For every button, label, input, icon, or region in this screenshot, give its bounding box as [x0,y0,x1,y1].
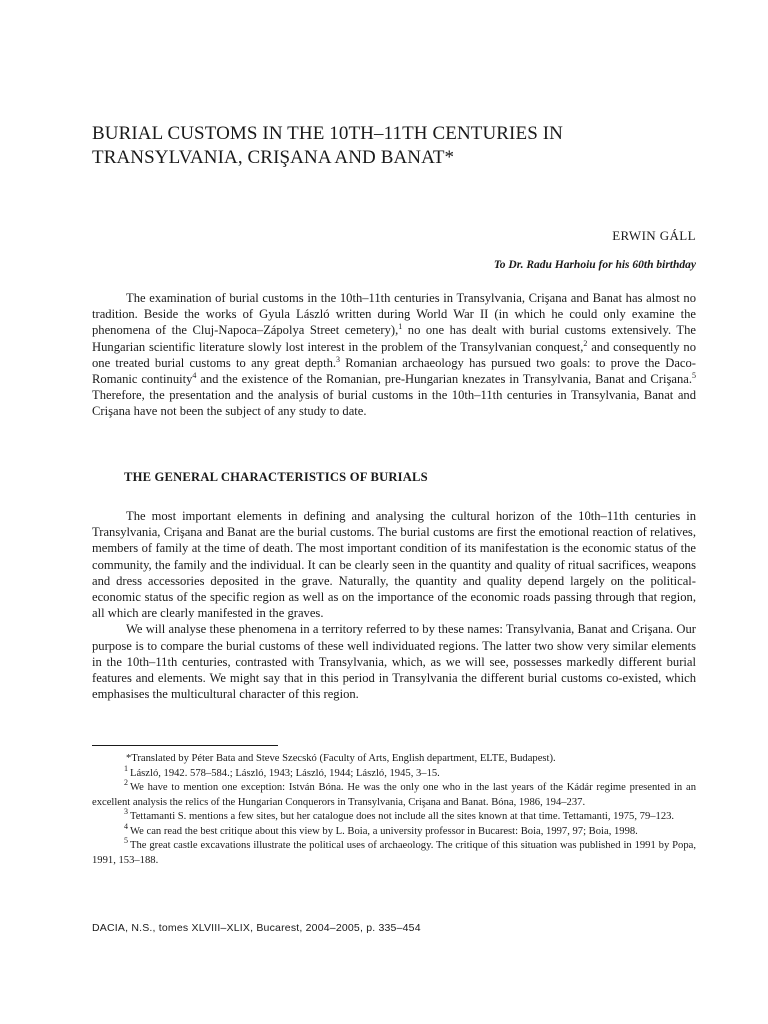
intro-text-c: and consequently no one treated burial customs to any great depth. [92,339,697,370]
dedication: To Dr. Radu Harhoiu for his 60th birthday [493,259,696,271]
footnote-item [92,763,696,782]
footnote-mark: 2 [124,778,128,788]
footnote-text: *Translated by Péter Bata and Steve Szecskó (Faculty of Arts, English department, ELTE, Budapest). [126,753,556,764]
section-paragraph-1: The most important elements in defining and analysing the cultural horizon of the 10th–11th centuries in Transylvania, Crişana and Banat are the burial customs. The burial customs are first the emotional reaction of relatives, members of family at the time of death. The most important condition of its manifestation is the economic status of the community, the family and the individual. It can be clearly seen in the quantity and quality of ritual sacrifices, weapons and dress accessories deposited in the grave. Naturally, the quantity and quality depend largely on the political-economic status of the specific region as well as on the importance of the economic roads passing through that region, all which are clearly manifested in the graves. [92,509,696,621]
footnote-mark: 1 [124,763,128,773]
footnote-item [92,752,696,767]
footnote-ref-2: 2 [583,338,588,348]
section-paragraph-2: We will analyse these phenomena in a territory referred to by these names: Transylvania, Banat and Crişana. Our purpose is to compare the burial customs of these well individuated regions. The latter two show very similar elements in the 10th–11th centuries, contrasted with Transylvania, which, as we will see, possesses markedly different burial features and elements. We might say that in this period in Transylvania the different burial customs co-existed, which emphasises the multicultural character of this region. [92,622,696,702]
footnote-ref-4: 4 [192,370,197,380]
intro-text-f: Therefore, the presentation and the analysis of burial customs in the 10th–11th centuries in Transylvania, Banat and Crişana have not been the subject of any study to date. [92,388,696,419]
footnote-text: The great castle excavations illustrate the political uses of archaeology. The critique of this situation was published in 1991 by Popa, 1991, 153–188. [92,840,696,866]
footnote-ref-3: 3 [336,354,341,364]
footnote-mark: 3 [124,807,128,817]
author-name: ERWIN GÁLL [612,228,696,243]
footnote-ref-5: 5 [692,370,696,380]
intro-text-e: and the existence of the Romanian, pre-Hungarian knezates in Transylvania, Banat and Crişana. [196,372,692,387]
footnote-item [92,807,696,825]
intro-text-a: The examination of burial customs in the 10th–11th centuries in Transylvania, Crişana and Banat has almost no tradition. Beside the works of Gyula László written during World War II (in which he could only examine the phenomena of the Cluj-Napoca–Zápolya Street cemetery), [92,291,696,338]
footnote-item [92,821,696,840]
footnote-text: We have to mention one exception: István Bóna. He was the only one who in the last years of the Kádár regime presented in an excellent analysis the relics of the Hungarian Conquerors in Transylvania, Crişana and Banat. Bóna, 1986, 194–237. [92,782,696,808]
intro-paragraph [92,290,696,420]
footnote-text: László, 1942. 578–584.; László, 1943; László, 1944; László, 1945, 3–15. [130,767,440,779]
footnotes [92,752,696,868]
article-title [92,122,682,170]
article-title-line-2: TRANSYLVANIA, CRIŞANA AND BANAT* [92,147,455,168]
footnote-mark: 4 [124,821,128,831]
footnote-mark: 5 [124,836,128,846]
footnote-text: Tettamanti S. mentions a few sites, but her catalogue does not include all the sites known at that time. Tettamanti, 1975, 79–123. [130,811,675,822]
article-title-line-1: BURIAL CUSTOMS IN THE 10TH–11TH CENTURIES IN [92,123,563,144]
section-body [92,508,696,702]
intro-text-b: no one has dealt with burial customs extensively. The Hungarian scientific literature slowly lost interest in the problem of the Transylvanian conquest, [92,323,696,354]
intro-text-d: Romanian archaeology has pursued two goals: to prove the Daco-Romanic continuity [92,355,696,387]
footnote-item [92,778,696,810]
footnote-ref-1: 1 [398,322,403,332]
introduction [92,290,696,420]
journal-citation: DACIA, N.S., tomes XLVIII–XLIX, Bucarest, 2004–2005, p. 335–454 [92,922,421,934]
footnote-text: We can read the best critique about this view by L. Boia, a university professor in Bucarest: Boia, 1997, 97; Boia, 1998. [130,825,638,837]
section-heading: THE GENERAL CHARACTERISTICS OF BURIALS [124,470,428,484]
footnote-item [92,836,696,868]
footnote-divider [92,745,278,746]
